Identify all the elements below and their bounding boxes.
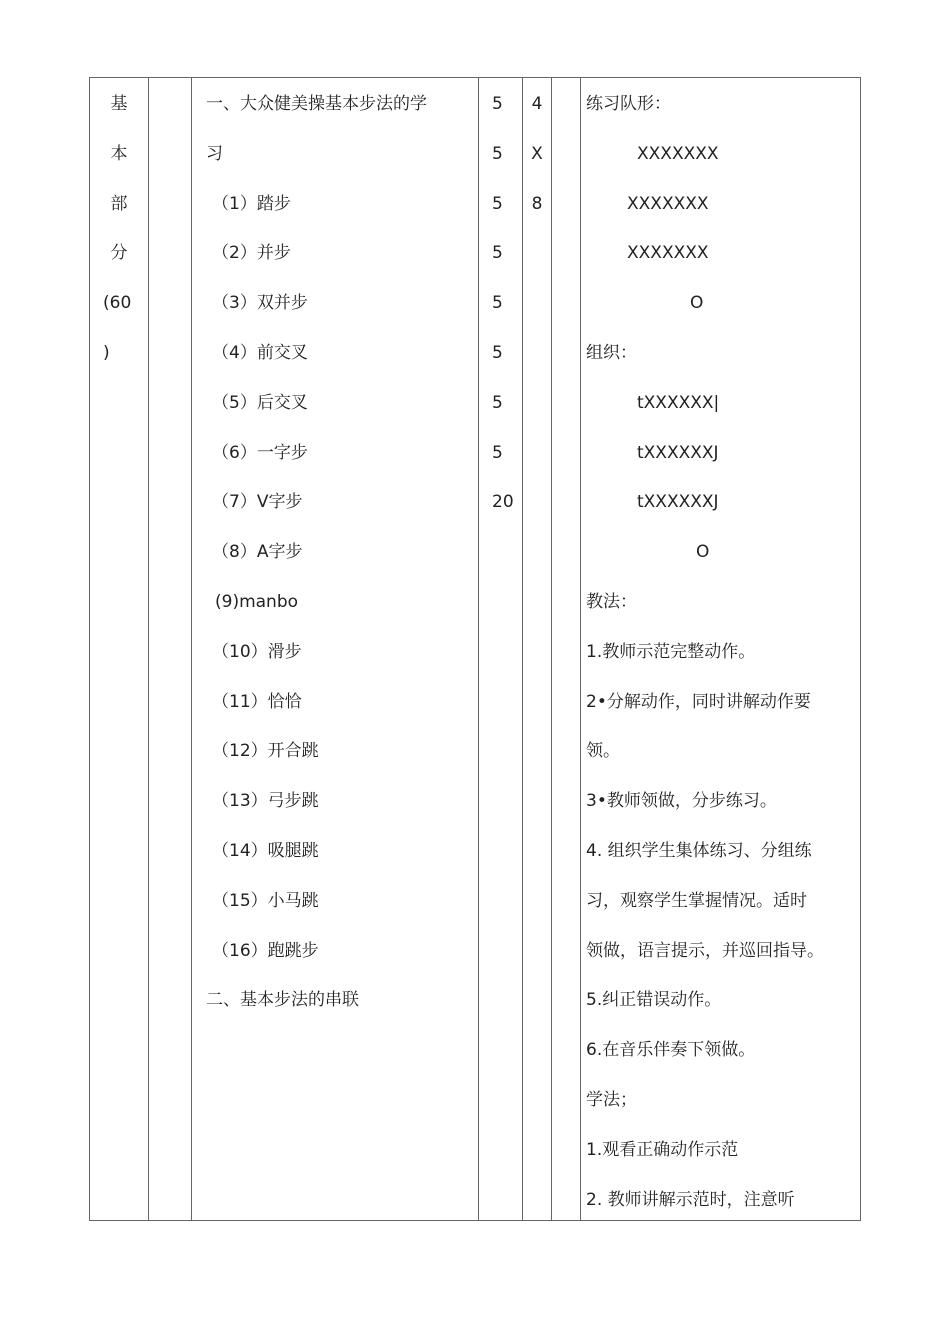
methods-line: tXXXXXXJ (637, 492, 719, 513)
time-value: 5 (492, 243, 503, 264)
content-line: （15）小马跳 (212, 890, 319, 911)
lesson-plan-table (89, 77, 861, 1221)
methods-line: 4. 组织学生集体练习、分组练 (586, 840, 812, 861)
content-line: 习 (206, 143, 223, 164)
methods-line: 1.观看正确动作示范 (586, 1139, 739, 1160)
methods-line: XXXXXXX (627, 193, 709, 214)
methods-line: 教法： (586, 591, 637, 612)
methods-line: 5.纠正错误动作。 (586, 990, 722, 1011)
time-value: 5 (492, 293, 503, 314)
content-line: （16）跑跳步 (212, 940, 319, 961)
content-line: （6）一字步 (212, 442, 308, 463)
methods-line: XXXXXXX (637, 143, 719, 164)
count-column (523, 80, 551, 229)
content-line: 一、大众健美操基本步法的学 (206, 94, 427, 114)
section-label-char: 本 (110, 143, 128, 164)
methods-line: O (690, 293, 704, 314)
time-value: 5 (492, 392, 503, 413)
methods-line: O (696, 542, 710, 563)
methods-line: 组织： (586, 342, 637, 363)
methods-line: 1.教师示范完整动作。 (586, 641, 756, 662)
time-value: 5 (492, 342, 503, 363)
methods-line: 3•教师领做，分步练习。 (586, 791, 777, 812)
methods-line: 2•分解动作，同时讲解动作要 (586, 691, 811, 712)
methods-line: 2. 教师讲解示范时，注意听 (586, 1189, 795, 1210)
content-line: （5）后交叉 (212, 392, 308, 413)
count-value: 8 (531, 193, 543, 214)
section-label-column (90, 80, 148, 379)
section-label-char: 部 (110, 193, 128, 214)
content-line: （14）吸腿跳 (212, 840, 319, 861)
content-line: (9)manbo (215, 591, 299, 612)
content-line: （12）开合跳 (212, 741, 319, 762)
section-label-char: ) (103, 342, 110, 363)
column-divider (580, 78, 581, 1220)
methods-line: tXXXXXXJ (637, 442, 719, 463)
content-line: （7）V字步 (212, 492, 303, 513)
time-value: 5 (492, 94, 503, 114)
methods-line: 领做，语言提示，并巡回指导。 (586, 940, 824, 961)
methods-column (586, 80, 858, 1225)
methods-line: 6.在音乐伴奏下领做。 (586, 1040, 756, 1061)
column-divider (522, 78, 523, 1220)
time-value: 5 (492, 442, 503, 463)
methods-line: 学法； (586, 1089, 637, 1110)
methods-line: 练习队形： (586, 94, 671, 114)
content-line: （11）恰恰 (212, 691, 302, 712)
content-line: 二、基本步法的串联 (206, 990, 359, 1011)
time-column (479, 80, 522, 528)
content-line: （4）前交叉 (212, 342, 308, 363)
section-label-char: 分 (110, 243, 128, 264)
content-line: （2）并步 (212, 243, 291, 264)
content-line: （8）A字步 (212, 542, 303, 563)
count-value: X (531, 143, 543, 164)
content-line: （3）双并步 (212, 293, 308, 314)
methods-line: 习，观察学生掌握情况。适时 (586, 890, 807, 911)
methods-line: tXXXXXX| (637, 392, 720, 413)
column-divider (191, 78, 192, 1220)
time-value: 5 (492, 193, 503, 214)
column-divider (551, 78, 552, 1220)
methods-line: 领。 (586, 741, 620, 762)
content-line: （13）弓步跳 (212, 791, 319, 812)
column-divider (148, 78, 149, 1220)
content-line: （1）踏步 (212, 193, 291, 214)
count-value: 4 (531, 94, 543, 114)
time-value: 5 (492, 143, 503, 164)
section-label-char: 基 (110, 94, 128, 114)
methods-line: XXXXXXX (627, 243, 709, 264)
content-column (206, 80, 476, 1026)
section-label-char: (60 (103, 293, 132, 314)
time-value: 20 (492, 492, 514, 513)
content-line: （10）滑步 (212, 641, 302, 662)
